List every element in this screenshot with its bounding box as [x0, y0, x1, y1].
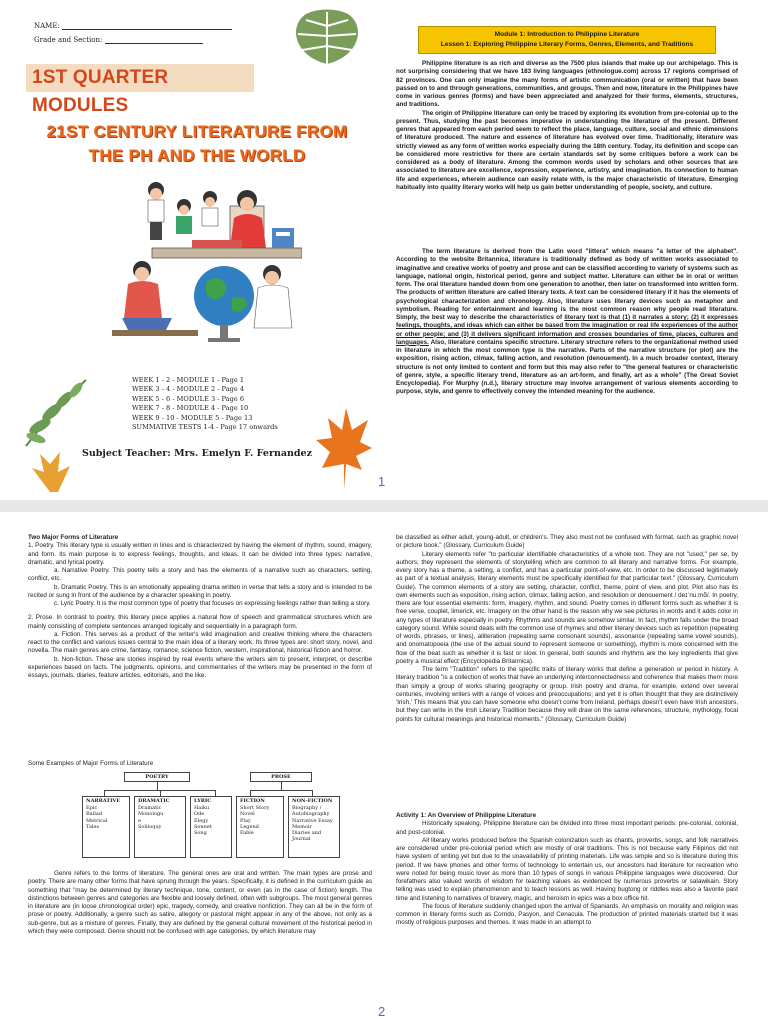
students-globe-illustration [112, 178, 302, 358]
definition-underlined: literary text is that (1) it narrates a story; (2) it expresses feelings, thoughts, and ideas which can either be based from the imagination or real life experiences of the author or other people; and (3) it delivers significant information and crosses boundaries of time, places, cultures and languages. [396, 314, 738, 346]
lyric-node: LYRIC Haiku Ode Elegy Sonnet Song [190, 796, 232, 858]
name-label: NAME: [34, 22, 63, 30]
major-forms-heading: Two Major Forms of Literature [28, 534, 119, 541]
week-item: WEEK 3 - 4 - MODULE 2 - Page 4 [132, 385, 245, 394]
genre-text [28, 870, 372, 962]
week-item: WEEK 7 - 8 - MODULE 4 - Page 10 [132, 404, 249, 413]
dramatic-node: DRAMATIC Dramatic Monologu e Soliloquy [134, 796, 186, 858]
fiction-definition: a. Fiction. This serves as a product of the writer's wild imagination and creative thinking where the characters react to the conflict and various issues central to the main idea of a literary work. Its three types are: short story, novel, and novella. The main genres are crime, fantasy, romance, science fiction, western, inspirational, historical fiction and horror. [28, 630, 372, 655]
definition-paragraph-start: The term literature is derived from the Latin word "littera" which means "a letter of the alphabet". According to the website Britannica, literature is traditionally defined as body of written works associated to imaginative and creative works of poetry and prose and can be classified according to variety of systems such as language, national origin, historical period, genre and subject matter. Literature can either be in oral or written form. The oral literature handed down from one generation to another, then later on transformed into written form. The products of written literature are called literary texts. A text can be considered literary if it has the elements of psychological characterization and chronology. Also, literature uses literary devices such as metaphor and symbolism. Reading for entertainment and learning is the most common reason why people read literature. Simply, the best way to describe the characteristics of [396, 248, 738, 321]
narrative-node: NARRATIVE Epic Ballad Metrical Tales [82, 796, 130, 858]
poetry-node: POETRY [124, 772, 190, 782]
name-field [34, 22, 232, 30]
prose-node: PROSE [250, 772, 312, 782]
dramatic-poetry: b. Dramatic Poetry. This is an emotionally appealing drama written in verse that tells a story and is intended to be recited or sung in front of the audience by a character speaking in poetry. [28, 583, 372, 599]
weeks-list [132, 376, 278, 432]
intro-paragraph-2: The origin of Philippine literature can only be traced by exploring its evolution from pre-colonial up to the present. Thus, studying the past becomes imperative in understanding the literature of the present. Different genres that appeared from each period seem to reflect the place, language, culture, social and ethnic dimensions of literature produced. The nature and essence of literature has evolved over time. Traditionally, literature was strictly viewed as any form of written works especially during the 18th century. Today, its definition and scope can be considered more restrictive for there are certain standards set by some critiques before a work can be considered as a body of literature. Among the common words used by scholars and other sources that are associated to literature are excellence, expression, experience, artistry, and imagination. Its connection to human life and experiences, wherein audience can easily relate with, is the major characteristic of literature. Emerging habitually into quality literary works will help us gain better understanding of people, society, and culture. [396, 109, 738, 191]
grade-label: Grade and Section: [34, 36, 105, 44]
nonfiction-definition: b. Non-fiction. These are stories inspired by real events where the writers aim to present, interpret, or describe experiences based on facts. The judgments, opinions, and commentaries of the writers may be presented in the form of essays, journals, diaries, feature articles, editorials, and the like. [28, 655, 372, 679]
prose-definition: 2. Prose. In contrast to poetry, this literary piece applies a natural flow of speech and grammatical structures which are mainly consisting of complete sentences arranged logically and sequentially in a paragraph form. [28, 614, 372, 630]
activity-paragraph-1: Historically speaking, Philippine literature can be divided into three most important periods: pre-colonial, colonial, and post-colonial. [396, 820, 738, 836]
nonfiction-node: NON-FICTION Biography / Autobiography Narrative Essay Memoir Diaries and Journal [288, 796, 340, 858]
activity-text [396, 812, 738, 972]
week-item: WEEK 5 - 6 - MODULE 3 - Page 6 [132, 394, 245, 403]
literature-forms-chart [82, 770, 340, 866]
fern-leaf-icon [22, 372, 90, 448]
intro-paragraph-1: Philippine literature is as rich and diverse as the 7500 plus islands that make up our archipelago. This is not surprising considering that we have 183 living languages (ethnologue.com) across 17 regions comprised of 82 provinces. One can only imagine the many forms of artistic communication (oral or written) that have been passed on to and through generations, communities, and groups. Then and now, literature in the Philippines have come in various genres (forms) and have been appreciated and analyzed for their forms, elements, structures, and traditions. [396, 60, 738, 109]
cover-page [22, 0, 372, 492]
subject-teacher: Subject Teacher: Mrs. Emelyn F. Fernandez [82, 448, 312, 459]
cover-title-line-2: THE PH AND THE WORLD [88, 146, 306, 165]
page-number: 1 [378, 474, 386, 489]
genre-paragraph: Genre refers to the forms of literature. The general ones are oral and written. The main types are prose and poetry. There are many other forms that have sprung through the years. Specifically, it is defined in the curriculum guide as something that "may be determined by literary technique, tone, content, or even (as in the case of fiction) length. The distinctions between genres and categories are flexible and loosely defined, often with subgroups. The most general genres in literature are (in loose chronological order) epic, tragedy, comedy, and creative nonfiction. They can all be in the form of prose or poetry. Additionally, a genre such as satire, allegory or pastoral might appear in any of the above, not only as a sub-genre, but as a mixture of genres. Finally, they are defined by the general cultural movement of the historical period in which they were composed. Genre should not be confused with age categories, by which literature may [28, 870, 372, 935]
narrative-poetry: a. Narrative Poetry. This poetry tells a story and has the elements of a narrative such as characters, setting, conflict, etc. [28, 567, 372, 583]
fiction-node: FICTION Short Story Novel Play Legend Fable [236, 796, 284, 858]
week-item: SUMMATIVE TESTS 1-4 - Page 17 onwards [132, 423, 278, 432]
module-title: Module 1: Introduction to Philippine Literature [494, 31, 640, 38]
monstera-leaf-icon [284, 6, 370, 68]
genre-paragraph-end: be classified as either adult, young-adult, or children's. They also must not be confused with format, such as graphic novel or picture book." (Glossary, Curriculum Guide) [396, 534, 738, 550]
literary-elements-paragraph: Literary elements refer "to particular identifiable characteristics of a whole text. They are not "used," per se, by authors; they represent the elements of storytelling which are common to all literary and narrative forms. For example, every story has a theme, a setting, a conflict, and has a particular point-of-view, etc. In order to be discussed legitimately as part of a textual analysis, literary elements must be specifically identified for that particular text." (Glossary, Curriculum Guide). The common elements of a story are setting, character, conflict, theme, point of view, and plot. Plot also has its own elements such as exposition, rising action, climax, falling action, and resolution or denouement / deɪˈnuːmɑ̃/. In poetry, there are four essential elements: form, imagery, rhythm, and sound. Poetry comes in different forms such as whether it is free verse, couplet, limerick, etc. Imagery on the other hand is the reason why we see pictures in words and it adds color in any types of literature especially in poetry. Rhythms and sounds are somehow similar. In fact, rhythm falls under the broad category sound. While sound deals with the common use of rhymes and other literary devices such as repetition (repeating of words, phrases, or lines), alliteration (repeating same consonant sounds), assonance (repeating same vowel sounds), and onomatopoeia (the use of the actual sound to represent someone or something), rhythm is more concerned with the flow of the beat such as whether it is fast or slow. In general, both sounds and rhythms are the key ingredients that give poetry a musical effect (Encyclopedia Britannica). [396, 550, 738, 665]
page-1 [0, 0, 768, 500]
intro-text [396, 60, 738, 238]
examples-heading-wrap [28, 760, 372, 770]
page-number: 2 [378, 1004, 386, 1019]
quarter-banner: 1ST QUARTER MODULES [26, 64, 254, 92]
poetry-definition: 1. Poetry. This literary type is usually written in lines and is characterized by having the element of rhythm, sound, imagery, and form. Its main purpose is to express feelings, thoughts, and ideas. It can be divided into three types: narrative, dramatic, and lyrical poetry. [28, 542, 372, 566]
week-item: WEEK 9 - 10 - MODULE 5 - Page 13 [132, 413, 253, 422]
page-separator [0, 500, 768, 512]
module-title-box [418, 26, 716, 54]
activity-paragraph-3: The focus of literature suddenly changed upon the arrival of Spaniards. An emphasis on morality and religion was common in literary forms such as Corrido, Pasyon, and Cenacula. The production of printed materials started but it was mostly of religious purposes and themes. It was made in an attempt to [396, 902, 738, 927]
examples-heading: Some Examples of Major Forms of Literature [28, 760, 154, 767]
major-forms-text [28, 534, 372, 752]
lesson-title: Lesson 1: Exploring Philippine Literary Forms, Genres, Elements, and Traditions [440, 41, 694, 48]
definition-paragraph-end: Also, literature contains specific structure. Literary structure refers to the organizational method used in literature in which the most common type is the narrative. Parts of the narrative structure (or plot) are the exposition, rising action, climax, falling action, and resolution (denouement). In a much broader context, literary structure is not only limited to content and form but this may also refer to "the general features or characteristic of genre, style, a specific literary trend, literature as an art-form, and finally, art as a whole" (The Great Soviet Encyclopedia). For Murphy (n.d.), literary structure may involve arrangement of various elements according to purpose, style, and genre to effectively convey the intended meaning for the audience. [396, 338, 738, 396]
activity-paragraph-2: All literary works produced before the Spanish colonization such as chants, proverbs, songs, and folk narratives are considered under pre-colonial period which are mostly of oral traditions. This is not because early Filipinos did not have system of writing yet but due to the unavailability of printing materials. Life was simple and so is literature during this period. If we have phones and other forms of technology to entertain us, our ancestors had literature for recreation who were noted for being music lover as more than 10 types of songs in various Philippine languages were discovered. Our forefathers also valued words of wisdom for teaching values as evidenced by numerous proverbs or salawikain. Story telling was used to explain phenomenon and to teach lessons as well. Having bugtong or riddles was also a favorite past time and listening to narratives of bravery, magic, and heroism in epics was a box office hit. [396, 836, 738, 902]
elements-text [396, 534, 738, 804]
activity-heading: Activity 1: An Overview of Philippine Literature [396, 812, 537, 819]
literature-definition-text [396, 248, 738, 456]
grade-section-field [34, 36, 203, 44]
tradition-paragraph: The term "Tradition" refers to the specific traits of literary works that define a generation or period in history. A literary tradition "is a collection of works that have an underlying interconnectedness and coherence that makes them more than simply a group of works sharing geography or group. Irish poetry and drama, for example, extend over several centuries, involving writers with a range of voices and preoccupations; and yet it is often thought that they are distinctively 'Irish.' This means that you can have someone who doesn't come from Ireland, perhaps doesn't even have Irish ancestors, but they can write in the Irish Literary Tradition because they will draw on the same references, structure, mythology, focal points for cultural meanings and historical moments." (Glossary, Curriculum Guide) [396, 666, 738, 723]
week-item: WEEK 1 - 2 - MODULE 1 - Page 1 [132, 376, 245, 384]
cover-title-line-1: 21ST CENTURY LITERATURE FROM [46, 122, 348, 141]
lyric-poetry: c. Lyric Poetry. It is the most common type of poetry that focuses on expressing feelings rather than telling a story. [54, 600, 371, 607]
